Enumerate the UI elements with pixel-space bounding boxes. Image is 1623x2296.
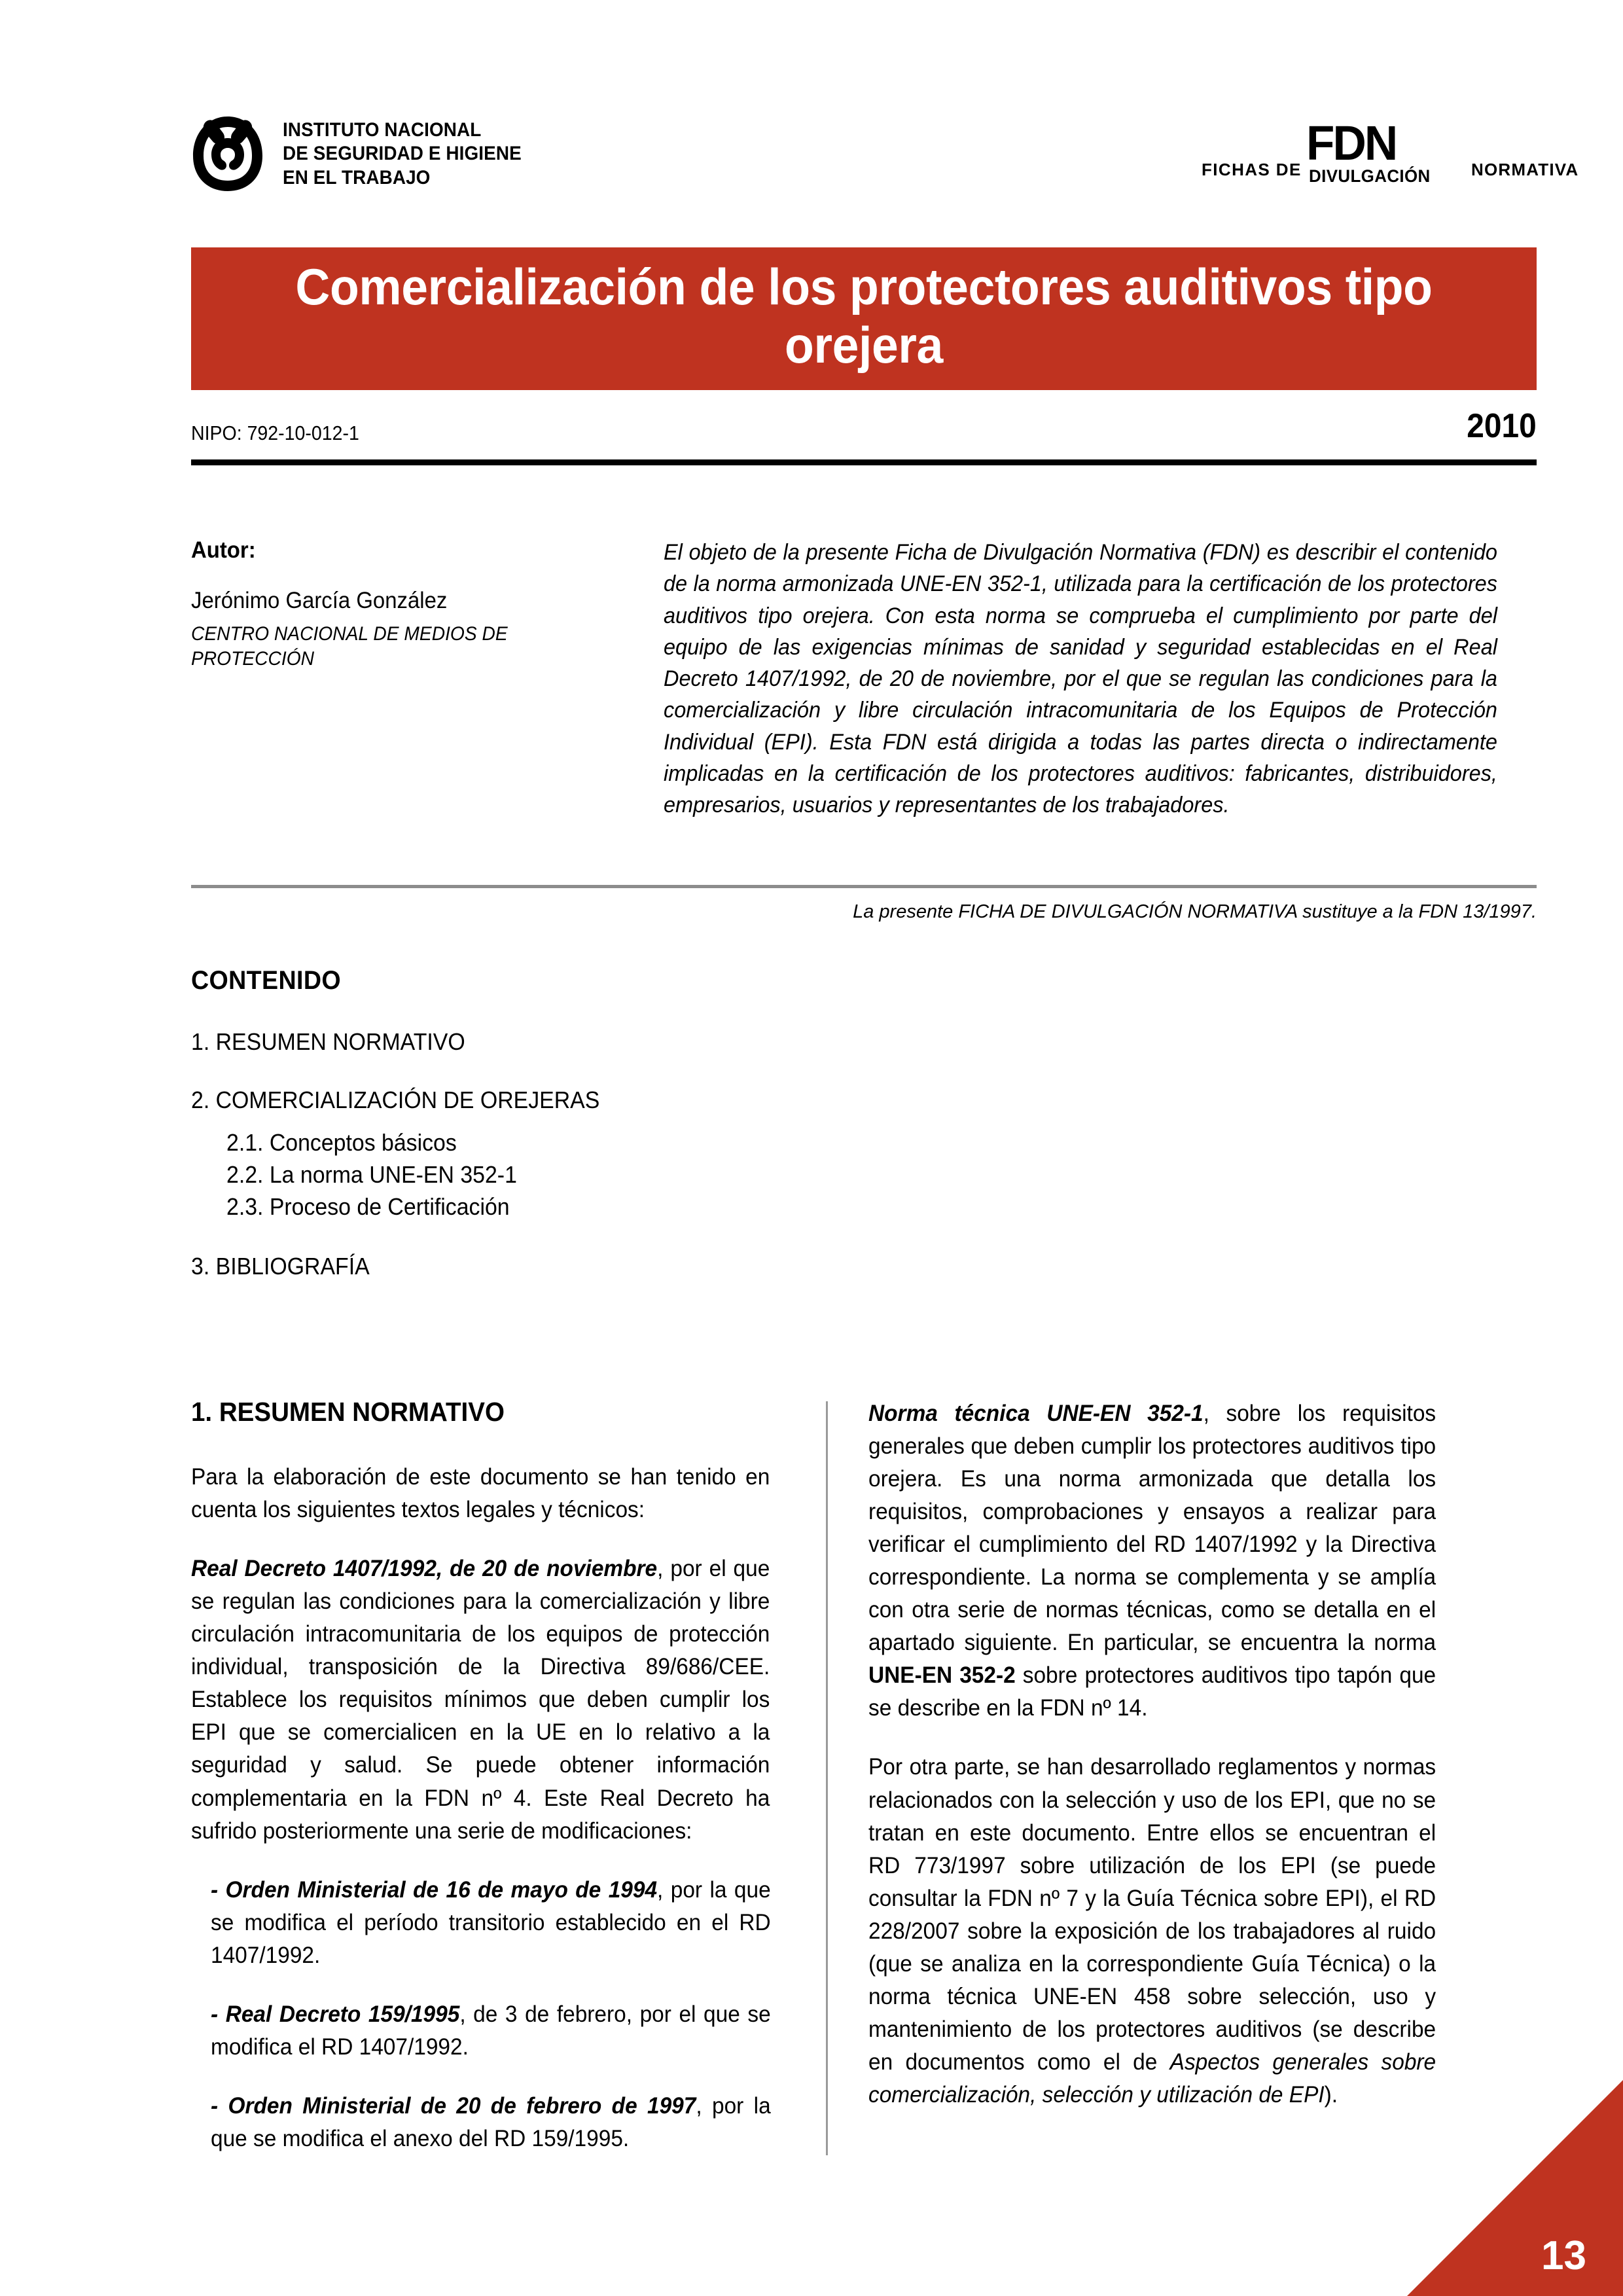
fdn-divulgacion: DIVULGACIÓN [1309, 166, 1431, 186]
norm-title: Norma técnica UNE-EN 352-1 [868, 1401, 1204, 1426]
toc-subitem-2-1[interactable]: 2.1. Conceptos básicos [226, 1129, 457, 1157]
brand-line-2: DE SEGURIDAD E HIGIENE [283, 143, 522, 165]
page-number: 13 [1541, 2233, 1586, 2278]
paragraph-otros-reglamentos [868, 1751, 1436, 2111]
rd-body: , por el que se regulan las condiciones para la comercialización y libre circulación intracomunitaria de los equipos de protección individual, transposición de la Directiva 89/686/CEE. Establece los requisitos mínimos que deben cumplir los EPI que se comercialicen en la UE en lo relativo a la seguridad y salud. Se puede obtener información complementaria en la FDN nº 4. Este Real Decreto ha sufrido posteriormente una serie de modificaciones: [191, 1556, 770, 1844]
insht-brand-text [283, 119, 539, 189]
brand-line-3: EN EL TRABAJO [283, 166, 431, 188]
modification-item-3 [211, 2090, 771, 2155]
rd-title: Real Decreto 1407/1992, de 20 de noviembre [191, 1556, 658, 1582]
section-1-heading: 1. RESUMEN NORMATIVO [191, 1397, 505, 1427]
mod1-title: - Orden Ministerial de 16 de mayo de 1994 [211, 1876, 658, 1903]
para2-italic-title: Aspectos generales sobre comercialización, selección y utilización de EPI [868, 2049, 1436, 2108]
toc-item-1[interactable]: 1. RESUMEN NORMATIVO [191, 1028, 465, 1055]
para2-part-a: Por otra parte, se han desarrollado reglamentos y normas relacionados con la selección y uso de los EPI, que no se tratan en este documento. Entre ellos se encuentran el RD 773/1997 sobre utilización de los EPI (se puede consultar la FDN nº 7 y la Guía Técnica sobre EPI), el RD 228/2007 sobre la exposición de los trabajadores al ruido (que se analiza en la correspondiente Guía Técnica) o la norma técnica UNE-EN 458 sobre selección, uso y mantenimiento de los protectores auditivos (se describe en documentos como el de [868, 1754, 1436, 2075]
mod1-body: , por la que se modifica el período transitorio establecido en el RD 1407/1992. [211, 1876, 771, 1968]
toc-item-2[interactable]: 2. COMERCIALIZACIÓN DE OREJERAS [191, 1086, 600, 1114]
body-column-left [191, 1397, 826, 2155]
table-of-contents [191, 967, 911, 1280]
toc-subitem-2-3[interactable]: 2.3. Proceso de Certificación [226, 1193, 510, 1221]
author-block [191, 537, 649, 821]
abstract-rule [191, 885, 1537, 888]
nipo-year-row [191, 409, 1537, 443]
fdn-fichas-de: FICHAS DE [1202, 160, 1302, 179]
para2-part-b: ). [1324, 2081, 1338, 2108]
body-columns [191, 1397, 1537, 2155]
fdn-logo [1196, 116, 1579, 190]
fdn-acronym: FDN [1306, 116, 1397, 170]
page-title: Comercialización de los protectores auditivos tipo orejera [295, 258, 1433, 374]
mod2-body: , de 3 de febrero, por el que se modifica el RD 1407/1992. [211, 2001, 771, 2060]
toc-item-3[interactable]: 3. BIBLIOGRAFÍA [191, 1253, 370, 1280]
abstract-text: El objeto de la presente Ficha de Divulgación Normativa (FDN) es describir el contenido de la norma armonizada UNE-EN 352-1, utilizada para la certificación de los protectores auditivos tipo orejera. Con esta norma se comprueba el cumplimiento por parte del equipo de las exigencias mínimas de sanidad y seguridad establecidas en el Real Decreto 1407/1992, de 20 de noviembre, por el que se regulan las condiciones para la comercialización y libre circulación intracomunitaria de los Equipos de Protección Individual (EPI). Esta FDN está dirigida a todas las partes directa o indirectamente implicadas en la certificación de los protectores auditivos: fabricantes, distribuidores, empresarios, usuarios y representantes de los trabajadores. [664, 540, 1497, 818]
norm-body-b: sobre protectores auditivos tipo tapón que se describe en la FDN nº 14. [868, 1662, 1436, 1721]
substitute-note: La presente FICHA DE DIVULGACIÓN NORMATIVA sustituye a la FDN 13/1997. [853, 901, 1537, 922]
insht-brand [191, 115, 539, 193]
modification-item-2 [211, 1998, 771, 2064]
mod2-title: - Real Decreto 159/1995 [211, 2001, 460, 2027]
section-1-intro: Para la elaboración de este documento se han tenido en cuenta los siguientes textos legales y técnicos: [191, 1464, 770, 1523]
body-column-right [828, 1397, 1463, 2155]
norm-bold-reference: UNE-EN 352-2 [868, 1662, 1016, 1689]
author-organization: CENTRO NACIONAL DE MEDIOS DE PROTECCIÓN [191, 622, 508, 670]
intro-block [191, 537, 1537, 821]
author-label: Autor: [191, 537, 256, 563]
header-rule [191, 459, 1537, 465]
author-name: Jerónimo García González [191, 588, 448, 613]
paragraph-real-decreto [191, 1552, 770, 1847]
contents-heading: CONTENIDO [191, 966, 341, 995]
abstract-block [649, 537, 1537, 821]
publication-year: 2010 [1467, 407, 1537, 445]
toc-subitem-2-2[interactable]: 2.2. La norma UNE-EN 352-1 [226, 1161, 517, 1189]
modification-item-1 [211, 1874, 771, 1972]
norm-body-a: , sobre los requisitos generales que deben cumplir los protectores auditivos tipo orejera. Es una norma armonizada que detalla los requisitos, comprobaciones y ensayos a realizar para verificar el cumplimiento del RD 1407/1992 y la Directiva correspondiente. La norma se complementa y se amplía con otra serie de normas técnicas, como se detalla en el apartado siguiente. En particular, se encuentra la norma [868, 1401, 1436, 1656]
mod3-title: - Orden Ministerial de 20 de febrero de 1997 [211, 2092, 696, 2119]
toc-subitems [226, 1127, 911, 1223]
insht-logo-icon [191, 115, 264, 193]
nipo-code: NIPO: 792-10-012-1 [191, 422, 359, 444]
page-header [191, 92, 1579, 216]
title-banner [191, 247, 1537, 390]
mod3-body: , por la que se modifica el anexo del RD 159/1995. [211, 2092, 771, 2151]
paragraph-norma-tecnica [868, 1397, 1436, 1725]
brand-line-1: INSTITUTO NACIONAL [283, 118, 482, 141]
fdn-normativa: NORMATIVA [1471, 160, 1579, 179]
